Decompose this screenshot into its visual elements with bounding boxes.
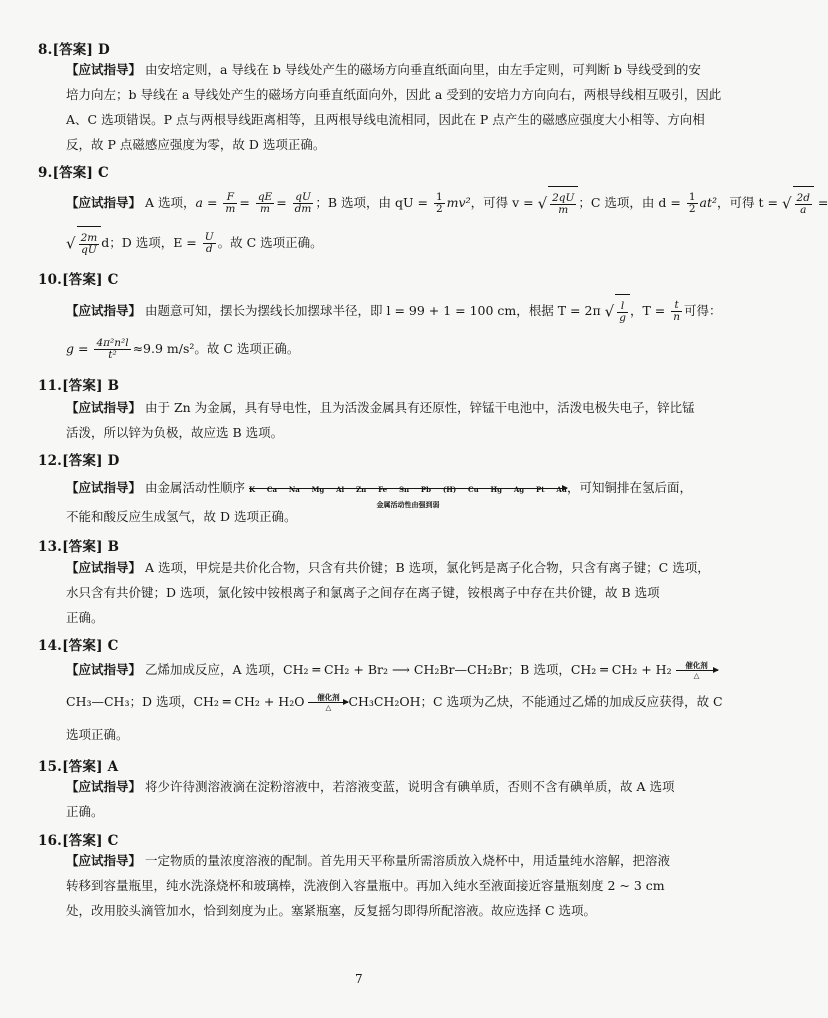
q15-guide-line-2: 正确。 (66, 804, 104, 819)
series-caption: 金属活动性由强到弱 (376, 499, 440, 509)
q12-answer-header: 12.[答案] D (38, 453, 120, 469)
metal-symbol: Mg (311, 484, 325, 494)
q15-guide-line-1: 【应试指导】 将少许待测溶液滴在淀粉溶液中，若溶液变蓝，说明含有碘单质，否则不含有碘单质，故 A 选项 (66, 779, 675, 794)
metal-symbol: Na (288, 484, 300, 494)
metal-symbol: Pb (420, 484, 432, 494)
q13-guide-line-2: 水只含有共价键；D 选项，氯化铵中铵根离子和氯离子之间存在离子键，铵根离子中存在共价键，故 B 选项 (66, 585, 660, 600)
metal-symbol: Hg (490, 484, 503, 494)
metal-symbol: Cu (468, 484, 479, 494)
q9-guide-line-1: 【应试指导】 A 选项，a = $\frac{F}{m}$ = $\frac{qE}{m}$ = $\frac{qU}{dm}$ ；B 选项，由 qU = $\frac{1}{2}$ mv²，可得 v = √ $\frac{2qU}{m}$ ；C 选项，由 d = $\frac{1}{2}$ at²，可得 t = √ $\frac{2d}{a}$ = (66, 186, 662, 220)
q10-guide-line-2: g = $\frac{\text{4π²n²l}}{\text{t²}}$ ≈9.9 m/s²。故 C 选项正确。 (66, 337, 300, 361)
page-number: 7 (355, 972, 363, 986)
q8-guide-line-1: 【应试指导】 由安培定则，a 导线在 b 导线处产生的磁场方向垂直纸面向里，由左手定则，可判断 b 导线受到的安 (66, 62, 701, 77)
q14-answer-header: 14.[答案] C (38, 638, 119, 654)
q12-guide-line-2: 不能和酸反应生成氢气，故 D 选项正确。 (66, 509, 297, 524)
q11-guide-line-2: 活泼，所以锌为负极，故应选 B 选项。 (66, 425, 284, 440)
q13-guide-line-3: 正确。 (66, 610, 104, 625)
metal-symbol: Fe (378, 484, 388, 494)
q16-answer-header: 16.[答案] C (38, 833, 119, 849)
catalyst-arrow-1: 催化剂 △ (676, 662, 718, 680)
q8-guide-line-2: 培力向左；b 导线在 a 导线处产生的磁场方向垂直纸面向外，因此 a 受到的安培力方向向右，两根导线相互吸引，因此 (66, 87, 722, 102)
q14-guide-line-2: CH₃—CH₃；D 选项，CH₂ ═ CH₂ + H₂O 催化剂 △ CH₃CH₂OH；C 选项为乙炔，不能通过乙烯的加成反应获得，故 C (66, 692, 723, 712)
q8-guide-line-4: 反，故 P 点磁感应强度为零，故 D 选项正确。 (66, 137, 326, 152)
q9-answer-header: 9.[答案] C (38, 165, 109, 181)
metal-symbol: (H) (442, 484, 457, 494)
catalyst-arrow-2: 催化剂 △ (308, 694, 348, 712)
q12-guide-line-1: 【应试指导】 由金属活动性顺序 K Ca Na Mg Al Zn Fe Sn Pb (H) Cu Hg Ag Pt Au 金属活动性由强到弱 ，可知铜排在氢后面， (66, 474, 662, 502)
metal-symbol: Ag (513, 484, 525, 494)
q10-guide-line-1: 【应试指导】 由题意可知，摆长为摆线长加摆球半径，即 l = 99 + 1 = 100 cm，根据 T = 2π √ $\frac{l}{g}$ ，T = $\frac{t}{n}$ 可得： (66, 294, 662, 328)
metal-symbol: K (249, 484, 256, 494)
q13-answer-header: 13.[答案] B (38, 539, 120, 555)
q14-guide-line-1: 【应试指导】 乙烯加成反应，A 选项，CH₂ ═ CH₂ + Br₂ ⟶ CH₂Br—CH₂Br；B 选项，CH₂ ═ CH₂ + H₂ 催化剂 △ (66, 656, 662, 684)
q13-guide-line-1: 【应试指导】 A 选项，甲烷是共价化合物，只含有共价键；B 选项，氯化钙是离子化合物，只含有离子键；C 选项， (66, 560, 710, 575)
q14-guide-line-3: 选项正确。 (66, 727, 129, 742)
q16-guide-line-3: 处，改用胶头滴管加水，恰到刻度为止。塞紧瓶塞，反复摇匀即得所配溶液。故应选择 C 选项。 (66, 903, 597, 918)
q9-guide-line-2: √ $\frac{2m}{qU}$ d；D 选项，E = $\frac{U}{d}$ 。故 C 选项正确。 (66, 226, 662, 260)
metal-symbol: Au (556, 484, 567, 494)
q8-guide-line-3: A、C 选项错误。P 点与两根导线距离相等，且两根导线电流相同，因此在 P 点产生的磁感应强度大小相等、方向相 (66, 112, 705, 127)
metal-symbol: Al (336, 484, 345, 494)
q16-guide-line-2: 转移到容量瓶里，纯水洗涤烧杯和玻璃棒，洗液倒入容量瓶中。再加入纯水至液面接近容量瓶刻度 2 ~ 3 cm (66, 878, 665, 893)
metal-symbol: Ca (266, 484, 278, 494)
metal-symbol: Sn (398, 484, 410, 494)
metal-symbol: Zn (356, 484, 367, 494)
q11-answer-header: 11.[答案] B (38, 378, 120, 394)
q8-answer-header: 8.[答案] D (38, 42, 110, 58)
q11-guide-line-1: 【应试指导】 由于 Zn 为金属，具有导电性，且为活泼金属具有还原性，锌锰干电池中，活泼电极失电子，锌比锰 (66, 400, 695, 415)
q16-guide-line-1: 【应试指导】 一定物质的量浓度溶液的配制。首先用天平称量所需溶质放入烧杯中，用适量纯水溶解，把溶液 (66, 853, 671, 868)
metal-symbol: Pt (536, 484, 545, 494)
q15-answer-header: 15.[答案] A (38, 759, 119, 775)
q10-answer-header: 10.[答案] C (38, 272, 119, 288)
